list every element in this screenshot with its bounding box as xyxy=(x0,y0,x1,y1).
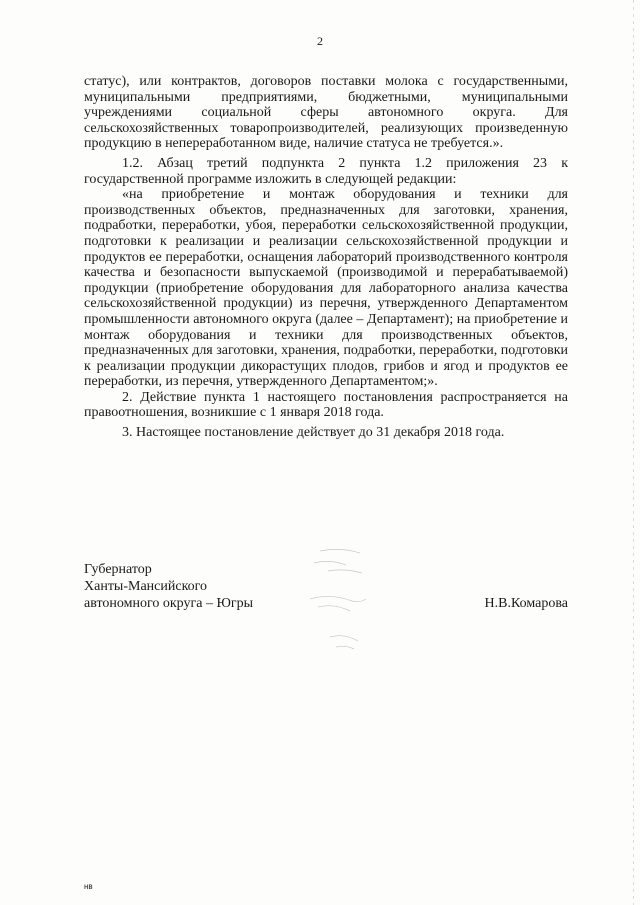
signer-title-line: Губернатор xyxy=(84,562,152,577)
document-body xyxy=(84,74,568,441)
signer-name: Н.В.Комарова xyxy=(484,596,568,611)
paragraph-amendment-1-2: 1.2. Абзац третий подпункта 2 пункта 1.2 приложения 23 к государственной программе изложить в следующей редакции: xyxy=(84,155,568,187)
footer-mark: нв xyxy=(84,882,93,891)
signer-title-line: Ханты-Мансийского xyxy=(84,579,208,594)
paragraph-quoted-text: «на приобретение и монтаж оборудования и техники для производственных объектов, предназначенных для заготовки, хранения, подработки, переработки, убоя, переработки сельскохозяйственной продукции, подготовки к реализации и реализации сельскохозяйственной продукции и продуктов ее переработки, оснащения лабораторий производственного контроля качества и безопасности выпускаемой (производимой и перерабатываемой) продукции (приобретение оборудования для лабораторного анализа качества сельскохозяйственной продукции) из перечня, утвержденного Департаментом промышленности автономного округа (далее – Департамент); на приобретение и монтаж оборудования и техники для производственных объектов, предназначенных для заготовки, хранения, подработки, переработки, подготовки к реализации продукции дикорастущих плодов, грибов и ягод и продуктов ее переработки, из перечня, утвержденного Департаментом;». xyxy=(84,187,568,390)
signature-block xyxy=(84,561,568,612)
page-number: 2 xyxy=(317,34,323,48)
paragraph-continuation: статус), или контрактов, договоров поставки молока с государственными, муниципальными предприятиями, бюджетными, муниципальными учреждениями социальной сферы автономного округа. Для сельскохозяйственных товаропроизводителей, реализующих произведенную продукцию в непереработанном виде, наличие статуса не требуется.». xyxy=(84,74,568,152)
paragraph-item-3: 3. Настоящее постановление действует до 31 декабря 2018 года. xyxy=(122,425,505,441)
scan-edge xyxy=(633,0,634,905)
paragraph-item-2: 2. Действие пункта 1 настоящего постановления распространяется на правоотношения, возникшие с 1 января 2018 года. xyxy=(84,389,568,421)
signer-title-line: автономного округа – Югры xyxy=(84,596,253,611)
